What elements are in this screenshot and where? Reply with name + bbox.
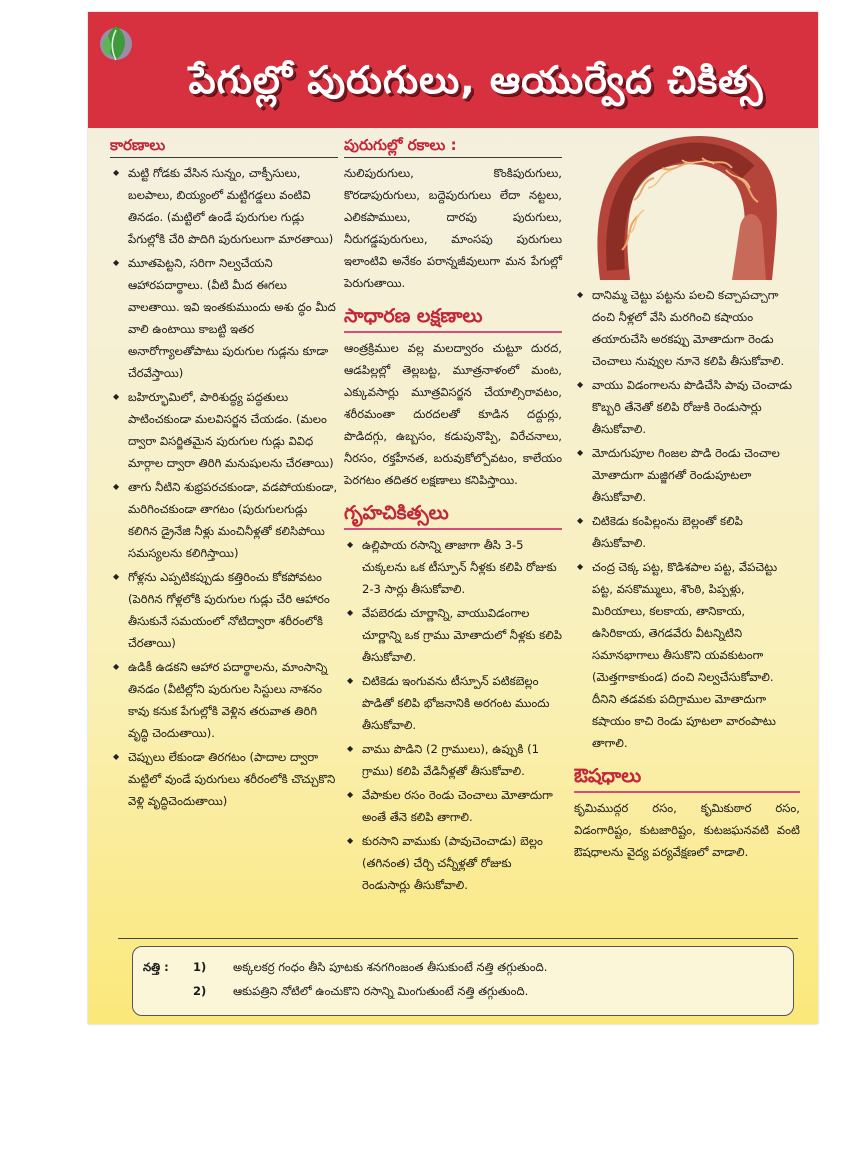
page-title: పేగుల్లో పురుగులు, ఆయుర్వేద చికిత్స [188, 58, 764, 102]
note-number: 2) [193, 984, 207, 998]
home-remedies-heading: గృహచికిత్సలు [344, 499, 562, 530]
note-number: 1) [193, 960, 207, 974]
note-box [132, 946, 794, 1016]
remedy-item: ◆ దానిమ్మ చెట్టు పట్టను పలచి కచ్చాపచ్చాగా దంచి నీళ్లలో వేసి మరగించి కషాయం తయారుచేసి అరకప్పు మోతాదుగా రెండు చెంచాలు నువ్వుల నూనె కలిపి తీసుకోవాలి. [574, 284, 800, 372]
home-remedy-item: ◆ వాము పొడిని (2 గ్రాములు), ఉప్పుకి (1 గ్రాము) కలిపి వేడినీళ్లతో తీసుకోవాలి. [344, 738, 562, 782]
note-text: అక్కలకర్ర గంధం తీసి పూటకు శనగగింజంత తీసుకుంటే నత్తి తగ్గుతుంది. [233, 960, 548, 974]
home-remedy-item: ◆ వేపబెరడు చూర్ణాన్ని, వాయువిడంగాల చూర్ణాన్ని ఒక గ్రాము మోతాదులో నీళ్లకు కలిపి తీసుకోవాలి. [344, 602, 562, 668]
types-heading: పురుగుల్లో రకాలు : [344, 134, 562, 158]
remedy-item: ◆ వాయు విడంగాలను పొడిచేసి పావు చెంచాడు కొబ్బరి తేనెతో కలిపి రోజుకి రెండుసార్లు తీసుకోవాలి. [574, 374, 800, 440]
cause-item: ◆ తాగు నీటిని శుభ్రపరచకుండా, వడపోయకుండా, మరిగించకుండా తాగటం (పురుగులగుడ్లు కలిగిన డ్రైనేజి నీళ్లు మంచినీళ్లతో కలిసిపోయి సమస్యలను కలిగిస్తాయి) [110, 476, 338, 564]
remedy-item: ◆ చంద్ర చెక్క పట్ట, కొడిశపాల పట్ట, వేపచెట్టు పట్ట, వసకొమ్ములు, శొంఠి, పిప్పళ్లు, మిరియాలు, కలకాయ, తానికాయ, ఉసిరికాయ, తెగడవేరు వీటన్నిటిని సమానభాగాలు తీసుకొని యవకుటంగా (మెత్తగాకాకుండ) దంచి నిల్వచేసుకోవాలి. దీనిని తడవకు పదిగ్రాముల మోతాదుగా కషాయం కాచి రెండు పూటలా వారంపాటు తాగాలి. [574, 556, 800, 754]
cause-item: ◆ ఉడికీ ఉడకని ఆహార పదార్థాలను, మాంసాన్ని తినడం (వీటిల్లోని పురుగుల సిస్టులు నాశనం కావు కనుక పేగుల్లోకి వెళ్లిన తరువాత తిరిగి వృద్ధి చెందుతాయి). [110, 656, 338, 744]
note-text: ఆకుపత్రిని నోటిలో ఉంచుకొని రసాన్ని మింగుతుంటే నత్తి తగ్గుతుంది. [233, 984, 529, 998]
medicines-heading: ఔషధాలు [574, 762, 800, 793]
cause-item: ◆ బహిర్భూమిలో, పారిశుద్ధ్య పద్ధతులు పాటించకుండా మలవిసర్జన చేయడం. (మలం ద్వారా విసర్జితమైన పురుగుల గుడ్లు వివిధ మార్గాల ద్వారా తిరిగి మనుషులను చేరతాయి) [110, 386, 338, 474]
causes-heading: కారణాలు [110, 134, 338, 158]
cause-item: ◆ మూతపెట్టని, సరిగా నిల్వచేయని ఆహారపదార్థాలు. (వీటి మీద ఈగలు వాలతాయి. ఇవి ఇంతకుముందు అశు ద్ధం మీద వాలి ఉంటాయి కాబట్టి ఇతర అనారోగ్యాలతోపాటు పురుగుల గుడ్లను కూడా చేరవేస్తాయి) [110, 252, 338, 384]
symptoms-text: ఆంత్రక్రిముల వల్ల మలద్వారం చుట్టూ దురద, ఆడపిల్లల్లో తెల్లబట్ట, మూత్రనాళంలో మంట, ఎక్కువసార్లు మూత్రవిసర్జన చేయాల్సిరావటం, శరీరమంతా దురదలతో కూడిన దద్దుర్లు, పొడిదగ్గు, ఉబ్బసం, కడుపునొప్పి, విరేచనాలు, నీరసం, రక్తహీనత, బరువుకోల్పోవటం, కాలేయం పెరగటం తదితర లక్షణాలు కనిపిస్తాయి. [344, 341, 562, 487]
remedy-item: ◆ చిటికెడు కంపిల్లంను బెల్లంతో కలిపి తీసుకోవాలి. [574, 510, 800, 554]
title-banner [88, 12, 818, 128]
leaf-logo-icon [98, 20, 134, 66]
home-remedy-item: ◆ ఉల్లిపాయ రసాన్ని తాజాగా తీసి 3-5 చుక్కలను ఒక టీస్పూన్ నీళ్లకు కలిపి రోజుకు 2-3 సార్లు తీసుకోవాలి. [344, 534, 562, 600]
medicines-text: కృమిముద్గర రసం, కృమికుఠార రసం, విడంగారిష్టం, కుటజారిష్టం, కుటజఘనవటి వంటి ఔషధాలను వైద్య పర్యవేక్షణలో వాడాలి. [574, 801, 800, 859]
remedies-column [574, 128, 800, 863]
cause-item: ◆ గోళ్లను ఎప్పటికప్పుడు కత్తిరించు కోకపోవటం (పెరిగిన గోళ్లలోకి పురుగుల గుడ్లు చేరి ఆహారం తీసుకునే సమయంలో నోటిద్వారా శరీరంలోకి చేరతాయి) [110, 566, 338, 654]
cause-item: ◆ చెప్పులు లేకుండా తిరగటం (పాదాల ద్వారా మట్టిలో వుండే పురుగులు శరీరంలోకి చొచ్చుకొని వెళ్లి వృద్ధిచెందుతాయి) [110, 746, 338, 812]
cause-item: ◆ మట్టి గోడకు వేసిన సున్నం, చాక్పీసులు, బలపాలు, బియ్యంలో మట్టిగడ్డలు వంటివి తినడం. (మట్టిలో ఉండే పురుగుల గుడ్లు పేగుల్లోకి చేరి పొదిగి పురుగులుగా మారతాయి) [110, 162, 338, 250]
remedy-item: ◆ మోదుగుపూల గింజల పొడి రెండు చెంచాల మోతాదుగా మజ్జిగతో రెండుపూటలా తీసుకోవాలి. [574, 442, 800, 508]
causes-column [110, 128, 338, 814]
symptoms-heading: సాధారణ లక్షణాలు [344, 302, 562, 333]
home-remedy-item: ◆ వేపాకుల రసం రెండు చెంచాలు మోతాదుగా అంతే తేనె కలిపి తాగాలి. [344, 784, 562, 828]
divider [118, 938, 798, 939]
page [88, 12, 818, 1024]
types-column [344, 128, 562, 898]
home-remedy-item: ◆ కురసాని వాముకు (పావుచెంచాడు) బెల్లం (తగినంత) చేర్చి చన్నీళ్లతో రోజుకు రెండుసార్లు తీసుకోవాలి. [344, 830, 562, 896]
types-text: నులిపురుగులు, కొంకిపురుగులు, కొరడాపురుగులు, బద్దెపురుగులు లేదా నట్టలు, ఎలికపాములు, దారపు పురుగులు, నీరుగడ్డపురుగులు, మాంసపు పురుగులు ఇలాంటివి అనేకం పరాన్నజీవులుగా మన పేగుల్లో పెరుగుతాయి. [344, 166, 562, 290]
home-remedy-item: ◆ చిటికెడు ఇంగువను టీస్పూన్ పటికబెల్లం పొడితో కలిపి భోజనానికి అరగంట ముందు తీసుకోవాలి. [344, 670, 562, 736]
note-label: నత్తి : [143, 960, 169, 974]
intestine-illustration [582, 130, 792, 280]
